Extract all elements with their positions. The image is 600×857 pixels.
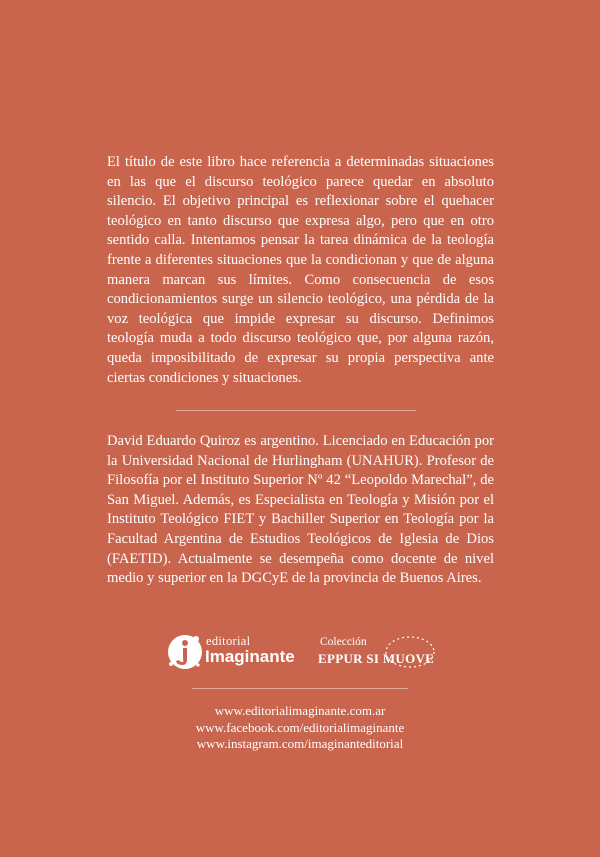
instagram-link[interactable]: www.instagram.com/imaginanteditorial — [196, 736, 404, 751]
publisher-i-icon — [165, 631, 205, 673]
collection-name: EPPUR SI MUOVE — [318, 651, 435, 666]
collection-logo — [318, 634, 448, 674]
website-link[interactable]: www.editorialimaginante.com.ar — [214, 703, 386, 718]
publisher-logo — [165, 631, 305, 673]
publisher-links — [150, 703, 450, 753]
publisher-name-large: Imaginante — [205, 647, 295, 666]
publisher-name-small: editorial — [206, 634, 251, 648]
facebook-link[interactable]: www.facebook.com/editorialimaginante — [195, 719, 405, 735]
collection-label: Colección — [320, 636, 367, 648]
author-bio-text: David Eduardo Quiroz es argentino. Licenciado en Educación por la Universidad Nacional de Hurlingham (UNAHUR). Profesor de Filosofía por el Instituto Superior Nº 42 “Leopoldo Marechal”, de San Miguel. Además, es Especialista en Teología y Misión por el Instituto Teológico FIET y Bachiller Superior en Teología por la Facultad Argentina de Estudios Teológicos de Iglesia de Dios (FAETID). Actualmente se desempeña como docente de nivel medio y superior en la DGCyE de la provincia de Buenos Aires. — [107, 433, 494, 587]
synopsis-text: El título de este libro hace referencia a determinadas situaciones en las que el discurso teológico parece quedar en absoluto silencio. El objetivo principal es reflexionar sobre el quehacer teológico en tanto discurso que expresa algo, pero que en otro sentido calla. Intentamos pensar la tarea dinámica de la teología frente a diferentes situaciones que la condicionan y que de alguna manera marcan sus límites. Como consecuencia de esos condicionamientos surge un silencio teológico, una pérdida de la voz teológica que impide expresar su discurso. Definimos teología muda a todo discurso teológico que, por alguna razón, queda imposibilitado de expresar su propia perspectiva ante ciertas condiciones y situaciones. — [107, 154, 494, 386]
divider — [176, 410, 416, 411]
divider — [192, 688, 408, 689]
